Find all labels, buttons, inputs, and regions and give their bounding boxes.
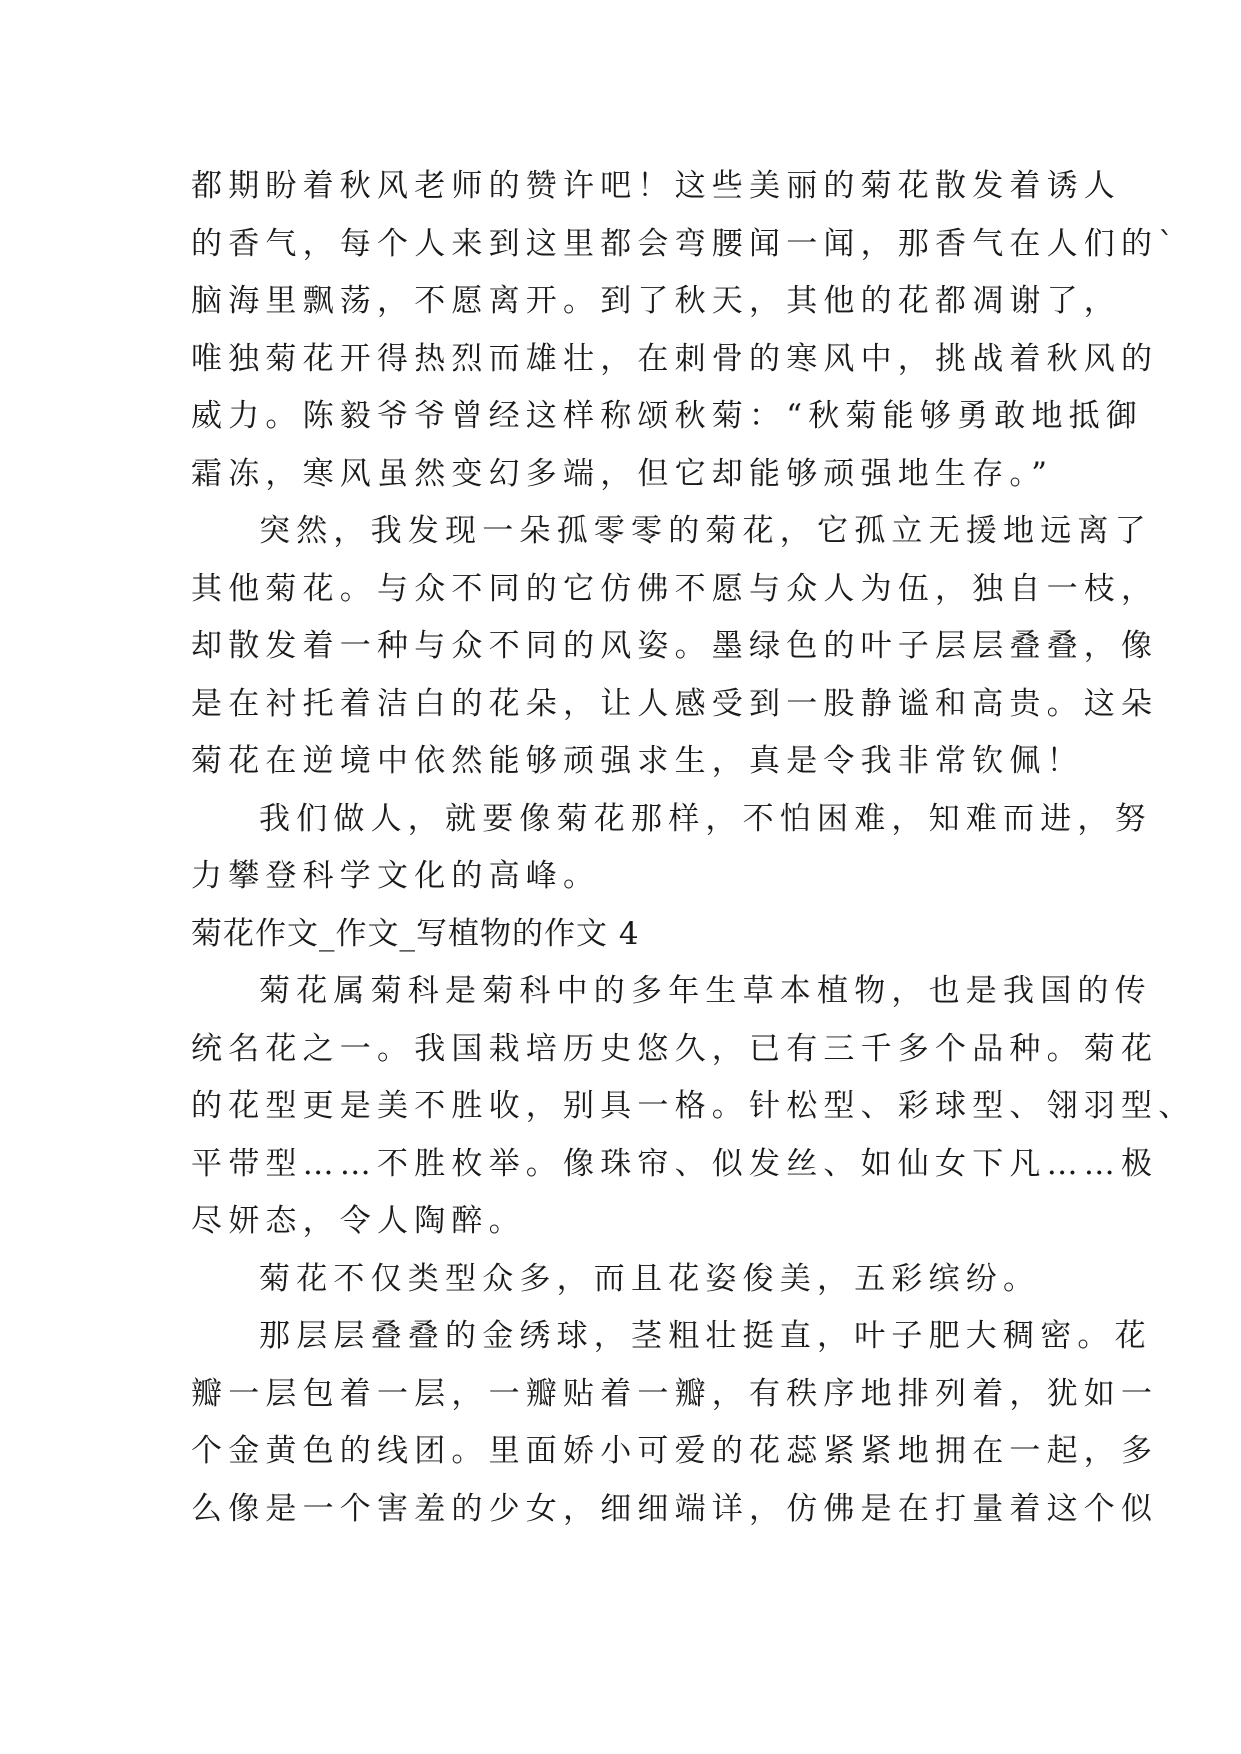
text-line: 其他菊花。与众不同的它仿佛不愿与众人为伍，独自一枝，: [191, 570, 1159, 607]
text-line: 统名花之一。我国栽培历史悠久，已有三千多个品种。菊花: [191, 1030, 1159, 1067]
paragraph-start-line: 那层层叠叠的金绣球，茎粗壮挺直，叶子肥大稠密。花: [259, 1318, 1152, 1354]
document-body: [191, 158, 1196, 1538]
text-line: 么像是一个害羞的少女，细细端详，仿佛是在打量着这个似: [191, 1490, 1159, 1527]
paragraph-start-line: 菊花不仅类型众多，而且花姿俊美，五彩缤纷。: [259, 1260, 1041, 1297]
section-heading: 菊花作文_作文_写植物的作文 4: [191, 915, 640, 952]
text-line: 力攀登科学文化的高峰。: [191, 858, 601, 894]
text-line: 平带型……不胜枚举。像珠帘、似发丝、如仙女下凡……极: [191, 1145, 1159, 1182]
text-line: 瓣一层包着一层，一瓣贴着一瓣，有秩序地排列着，犹如一: [191, 1375, 1159, 1412]
text-line: 的花型更是美不胜收，别具一格。针松型、彩球型、翎羽型、: [191, 1088, 1196, 1124]
text-line: 都期盼着秋风老师的赞许吧！这些美丽的菊花散发着诱人: [191, 168, 1121, 204]
text-line: 是在衬托着洁白的花朵，让人感受到一股静谧和高贵。这朵: [191, 685, 1159, 722]
text-line: 唯独菊花开得热烈而雄壮，在刺骨的寒风中，挑战着秋风的: [191, 340, 1159, 377]
paragraph-start-line: 突然，我发现一朵孤零零的菊花，它孤立无援地远离了: [259, 513, 1152, 549]
text-line: 霜冻，寒风虽然变幻多端，但它却能够顽强地生存。”: [191, 455, 1054, 492]
text-line: 的香气，每个人来到这里都会弯腰闻一闻，那香气在人们的`: [191, 225, 1180, 262]
text-line: 威力。陈毅爷爷曾经这样称颂秋菊：“秋菊能够勇敢地抵御: [191, 398, 1144, 434]
text-line: 却散发着一种与众不同的风姿。墨绿色的叶子层层叠叠，像: [191, 628, 1159, 664]
paragraph-start-line: 我们做人，就要像菊花那样，不怕困难，知难而进，努: [259, 800, 1152, 837]
text-line: 脑海里飘荡，不愿离开。到了秋天，其他的花都凋谢了，: [191, 283, 1121, 319]
text-line: 尽妍态，令人陶醉。: [191, 1203, 526, 1239]
paragraph-start-line: 菊花属菊科是菊科中的多年生草本植物，也是我国的传: [259, 973, 1152, 1009]
text-line: 菊花在逆境中依然能够顽强求生，真是令我非常钦佩！: [191, 743, 1084, 779]
text-line: 个金黄色的线团。里面娇小可爱的花蕊紧紧地拥在一起，多: [191, 1433, 1159, 1469]
